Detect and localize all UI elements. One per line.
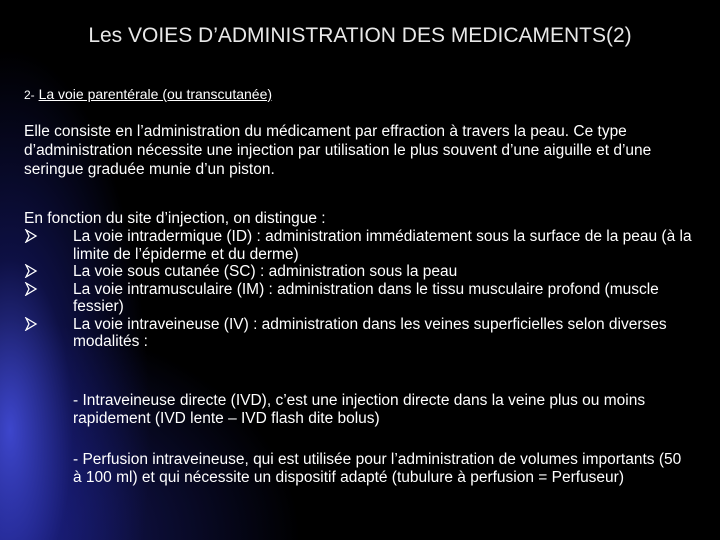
list-item bbox=[24, 281, 696, 316]
arrow-bullet-icon bbox=[24, 282, 38, 296]
section-title: La voie parentérale (ou transcutanée) bbox=[38, 86, 273, 102]
list-item bbox=[24, 316, 696, 351]
arrow-bullet-icon bbox=[24, 317, 38, 331]
bullet-text: La voie intradermique (ID) : administration immédiatement sous la surface de la peau (à la limite de l’épiderme et du derme) bbox=[73, 228, 692, 263]
list-intro: En fonction du site d’injection, on distingue : bbox=[24, 210, 326, 227]
sub-item-ivd: - Intraveineuse directe (IVD), c’est une injection directe dans la veine plus ou moins rapidement (IVD lente – IVD flash dite bolus) bbox=[73, 392, 646, 427]
list-item bbox=[24, 263, 696, 281]
bullet-text: La voie intraveineuse (IV) : administration dans les veines superficielles selon diverses modalités : bbox=[73, 315, 667, 350]
sub-item-perfusion: - Perfusion intraveineuse, qui est utilisée pour l’administration de volumes importants (50 à 100 ml) et qui nécessite un dispositif adapté (tubulure à perfusion = Perfuseur) bbox=[73, 451, 682, 486]
bullet-text: La voie sous cutanée (SC) : administration sous la peau bbox=[73, 263, 458, 280]
list-item bbox=[24, 228, 696, 263]
arrow-bullet-icon bbox=[24, 264, 38, 278]
section-heading bbox=[24, 86, 272, 102]
routes-list bbox=[24, 228, 696, 351]
section-number: 2- bbox=[24, 88, 35, 102]
slide-title: Les VOIES D’ADMINISTRATION DES MEDICAMENTS(2) bbox=[88, 24, 632, 47]
arrow-bullet-icon bbox=[24, 229, 38, 243]
bullet-text: La voie intramusculaire (IM) : administration dans le tissu musculaire profond (muscle fessier) bbox=[73, 280, 659, 315]
definition-paragraph: Elle consiste en l’administration du médicament par effraction à travers la peau. Ce type d’administration nécessite une injection par utilisation le plus souvent d’une aiguille et d’une seringue graduée munie d’un piston. bbox=[24, 123, 652, 178]
